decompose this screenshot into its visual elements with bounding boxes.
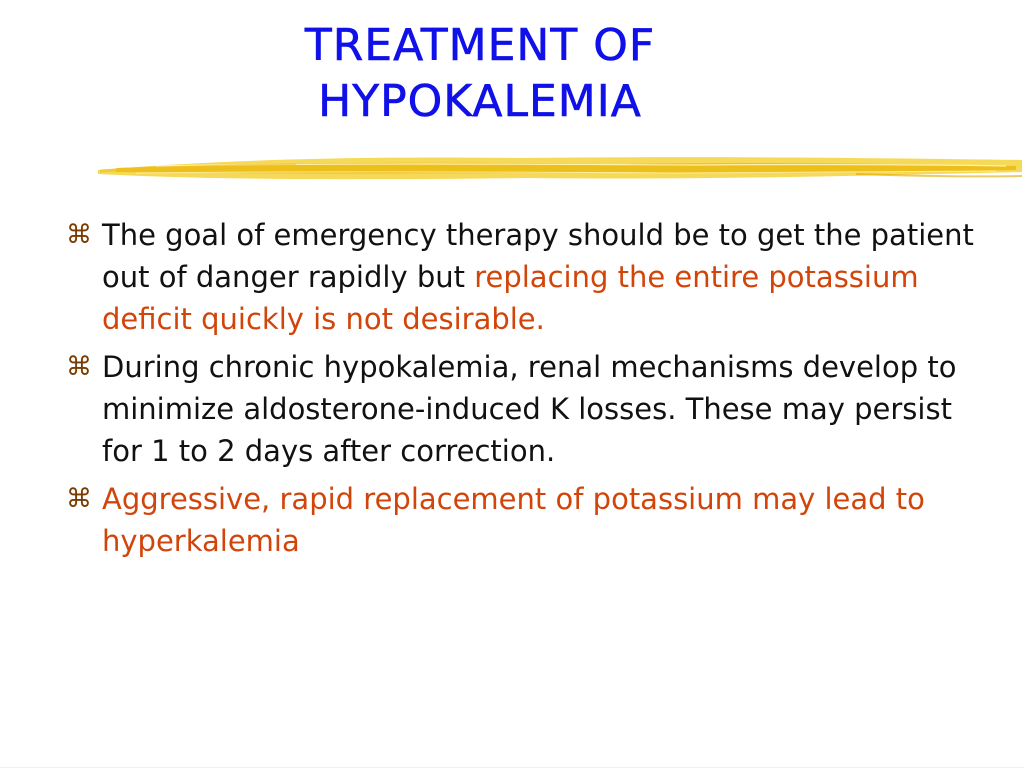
bullet-text: The goal of emergency therapy should be to get the patient out of danger rapidly but bbox=[102, 218, 974, 294]
slide-title-line-2: HYPOKALEMIA bbox=[318, 76, 642, 127]
bullet-text-highlight: Aggressive, rapid replacement of potassium may lead to hyperkalemia bbox=[102, 482, 925, 558]
command-key-bullet-icon: ⌘ bbox=[66, 484, 92, 514]
bullet-text: During chronic hypokalemia, renal mechanisms develop to minimize aldosterone-induced K losses. These may persist for 1 to 2 days after correction. bbox=[102, 350, 957, 468]
bullet-text-highlight: replacing the entire potassium deficit quickly is not desirable. bbox=[102, 260, 919, 336]
bullet-item bbox=[64, 214, 994, 340]
title-underline-brush-stroke bbox=[96, 146, 1024, 190]
slide-title bbox=[150, 18, 810, 130]
command-key-bullet-icon: ⌘ bbox=[66, 352, 92, 382]
command-key-bullet-icon: ⌘ bbox=[66, 220, 92, 250]
bullet-item bbox=[64, 346, 994, 472]
bullet-item bbox=[64, 478, 994, 562]
slide-title-line-1: TREATMENT OF bbox=[304, 20, 656, 71]
bullet-list bbox=[64, 214, 994, 568]
